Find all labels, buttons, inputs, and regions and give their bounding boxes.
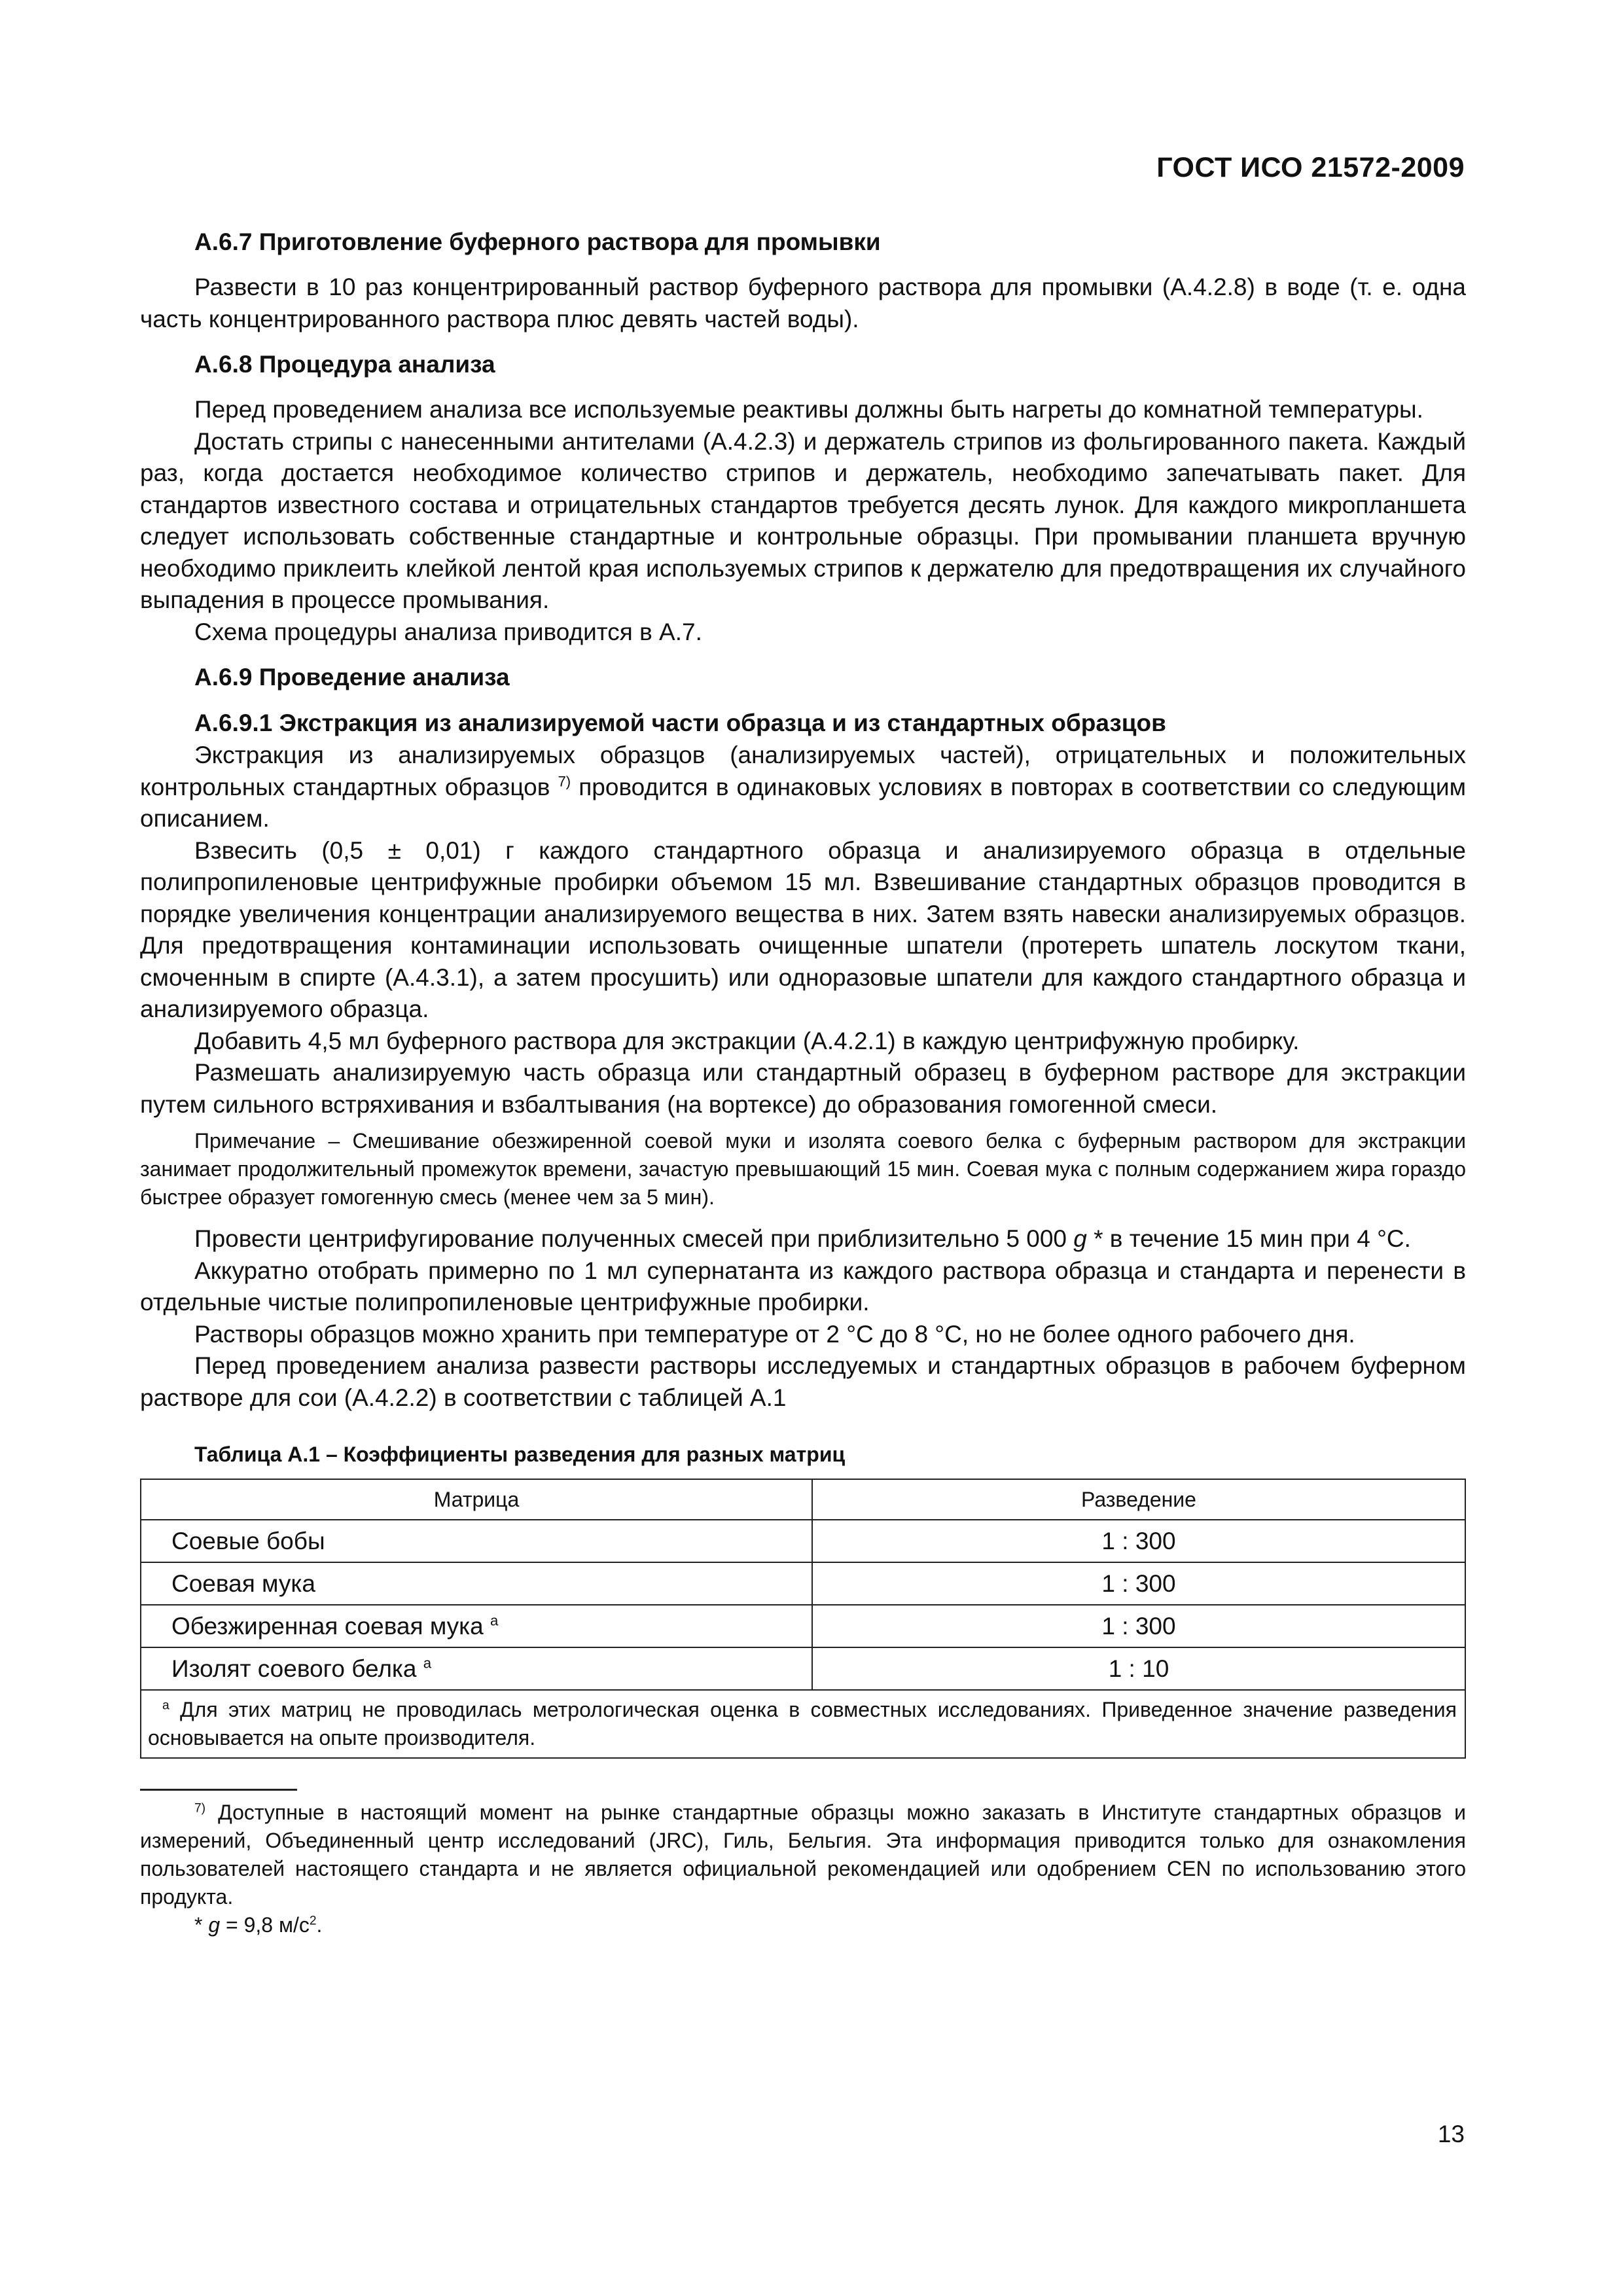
- table-cell-dilution: 1 : 300: [812, 1605, 1465, 1647]
- table-cell-matrix: [141, 1562, 812, 1605]
- table-footnote: [141, 1690, 1465, 1758]
- table-row: [141, 1647, 1465, 1690]
- footnote-star-mark: *: [194, 1913, 203, 1937]
- section-a691-paragraph-8: Перед проведением анализа развести растворы исследуемых и стандартных образцов в рабочем буферном растворе для сои (А.4.2.2) в соответствии с таблицей А.1: [140, 1352, 1466, 1411]
- table-header-dilution: Разведение: [812, 1479, 1465, 1520]
- table-cell-matrix: [141, 1605, 812, 1647]
- footnote-ref-7: 7): [558, 773, 571, 790]
- section-a69-title: А.6.9 Проведение анализа: [194, 664, 510, 691]
- matrix-name: Соевая мука: [171, 1570, 315, 1597]
- footnote-star-end: .: [316, 1913, 323, 1937]
- footnote-star-text: = 9,8 м/с: [226, 1913, 310, 1937]
- section-a67-title: А.6.7 Приготовление буферного раствора для промывки: [194, 228, 881, 255]
- section-a691-paragraph-1: [140, 740, 1466, 835]
- section-a67-paragraph: Развести в 10 раз концентрированный раствор буферного раствора для промывки (А.4.2.8) в воде (т. е. одна часть концентрированного раствора плюс девять частей воды).: [140, 274, 1466, 332]
- table-caption: Таблица А.1 – Коэффициенты разведения для разных матриц: [194, 1443, 846, 1466]
- table-footnote-mark: а: [162, 1698, 169, 1713]
- matrix-name: Изолят соевого белка: [171, 1655, 417, 1682]
- section-a691-paragraph-3: Добавить 4,5 мл буферного раствора для экстракции (А.4.2.1) в каждую центрифужную пробирку.: [194, 1027, 1300, 1054]
- section-a691-paragraph-7: Растворы образцов можно хранить при температуре от 2 °С до 8 °С, но не более одного рабочего дня.: [194, 1320, 1355, 1348]
- document-header: ГОСТ ИСО 21572-2009: [1156, 152, 1465, 183]
- matrix-name: Обезжиренная соевая мука: [171, 1612, 484, 1640]
- table-row: [141, 1562, 1465, 1605]
- table-cell-matrix: [141, 1647, 812, 1690]
- section-a68-paragraph-1: Перед проведением анализа все используемые реактивы должны быть нагреты до комнатной температуры.: [194, 396, 1423, 423]
- paragraph-text: * в течение 15 мин при 4 °С.: [1094, 1225, 1411, 1252]
- table-cell-matrix: [141, 1520, 812, 1562]
- footnote-7-text: Доступные в настоящий момент на рынке стандартные образцы можно заказать в Институте стандартных образцов и измерений, Объединенный центр исследований (JRC), Гиль, Бельгия. Эта информация приводится только для ознакомления пользователей настоящего стандарта и не является официальной рекомендацией или одобрением CEN по использованию этого продукта.: [140, 1801, 1467, 1909]
- section-a68-paragraph-2: Достать стрипы с нанесенными антителами (А.4.2.3) и держатель стрипов из фольгированного пакета. Каждый раз, когда достается необходимое количество стрипов и держатель, необходимо запечатывать пакет. Для стандартов известного состава и отрицательных стандартов требуется десять лунок. Для каждого микропланшета следует использовать собственные стандартные и контрольные образцы. При промывании планшета вручную необходимо приклеить клейкой лентой края используемых стрипов к держателю для предотвращения их случайного выпадения в процессе промывания.: [140, 427, 1466, 613]
- section-a691-title: А.6.9.1 Экстракция из анализируемой части образца и из стандартных образцов: [194, 709, 1166, 736]
- matrix-name: Соевые бобы: [171, 1527, 325, 1554]
- section-a691-paragraph-6: Аккуратно отобрать примерно по 1 мл супернатанта из каждого раствора образца и стандарта и перенести в отдельные чистые полипропиленовые центрифужные пробирки.: [140, 1257, 1466, 1316]
- page-number: 13: [1437, 2121, 1465, 2147]
- paragraph-text: Экстракция из анализируемых образцов (анализируемых частей), отрицательных и положительных контрольных стандартных образцов: [140, 742, 1466, 800]
- section-a691-paragraph-4: Размешать анализируемую часть образца или стандартный образец в буферном растворе для экстракции путем сильного встряхивания и взбалтывания (на вортексе) до образования гомогенной смеси.: [140, 1059, 1466, 1118]
- g-symbol: g: [208, 1913, 221, 1937]
- g-symbol: g: [1073, 1225, 1087, 1252]
- table-cell-dilution: 1 : 300: [812, 1562, 1465, 1605]
- footnote-star: [140, 1911, 1466, 1939]
- section-a691-paragraph-2: Взвесить (0,5 ± 0,01) г каждого стандартного образца и анализируемого образца в отдельные полипропиленовые центрифужные пробирки объемом 15 мл. Взвешивание стандартных образцов проводится в порядке увеличения концентрации анализируемого вещества в них. Затем взять навески анализируемых образцов. Для предотвращения контаминации использовать очищенные шпатели (протереть шпатель лоскутом ткани, смоченным в спирте (А.4.3.1), а затем просушить) или одноразовые шпатели для каждого стандартного образца и анализируемого образца.: [140, 836, 1466, 1022]
- table-row: [141, 1605, 1465, 1647]
- footnote-7-mark: 7): [194, 1801, 206, 1816]
- table-row: [141, 1520, 1465, 1562]
- footnote-7: [140, 1799, 1466, 1911]
- section-a691-paragraph-5: [140, 1223, 1466, 1255]
- table-header-matrix: Матрица: [141, 1479, 812, 1520]
- table-footnote-text: Для этих матриц не проводилась метрологическая оценка в совместных исследованиях. Приведенное значение разведения основывается на опыте производителя.: [148, 1698, 1457, 1749]
- paragraph-text: проводится в одинаковых условиях в повторах в соответствии со следующим описанием.: [140, 773, 1467, 832]
- section-a68-paragraph-3: Схема процедуры анализа приводится в А.7.: [194, 618, 702, 645]
- table-cell-dilution: 1 : 300: [812, 1520, 1465, 1562]
- note-paragraph: Примечание – Смешивание обезжиренной соевой муки и изолята соевого белка с буферным раствором для экстракции занимает продолжительный промежуток времени, зачастую превышающий 15 мин. Соевая мука с полным содержанием жира гораздо быстрее образует гомогенную смесь (менее чем за 5 мин).: [140, 1129, 1466, 1209]
- footnote-star-sup: 2: [309, 1914, 317, 1928]
- section-a68-title: А.6.8 Процедура анализа: [194, 351, 495, 378]
- table-cell-dilution: 1 : 10: [812, 1647, 1465, 1690]
- paragraph-text: Провести центрифугирование полученных смесей при приблизительно 5 000: [194, 1225, 1067, 1252]
- page-content: [140, 226, 1466, 1939]
- table-footnote-ref: а: [423, 1655, 432, 1672]
- table-footnote-row: [141, 1690, 1465, 1758]
- dilution-table: [140, 1479, 1466, 1759]
- table-footnote-ref: а: [490, 1612, 499, 1629]
- table-header-row: [141, 1479, 1465, 1520]
